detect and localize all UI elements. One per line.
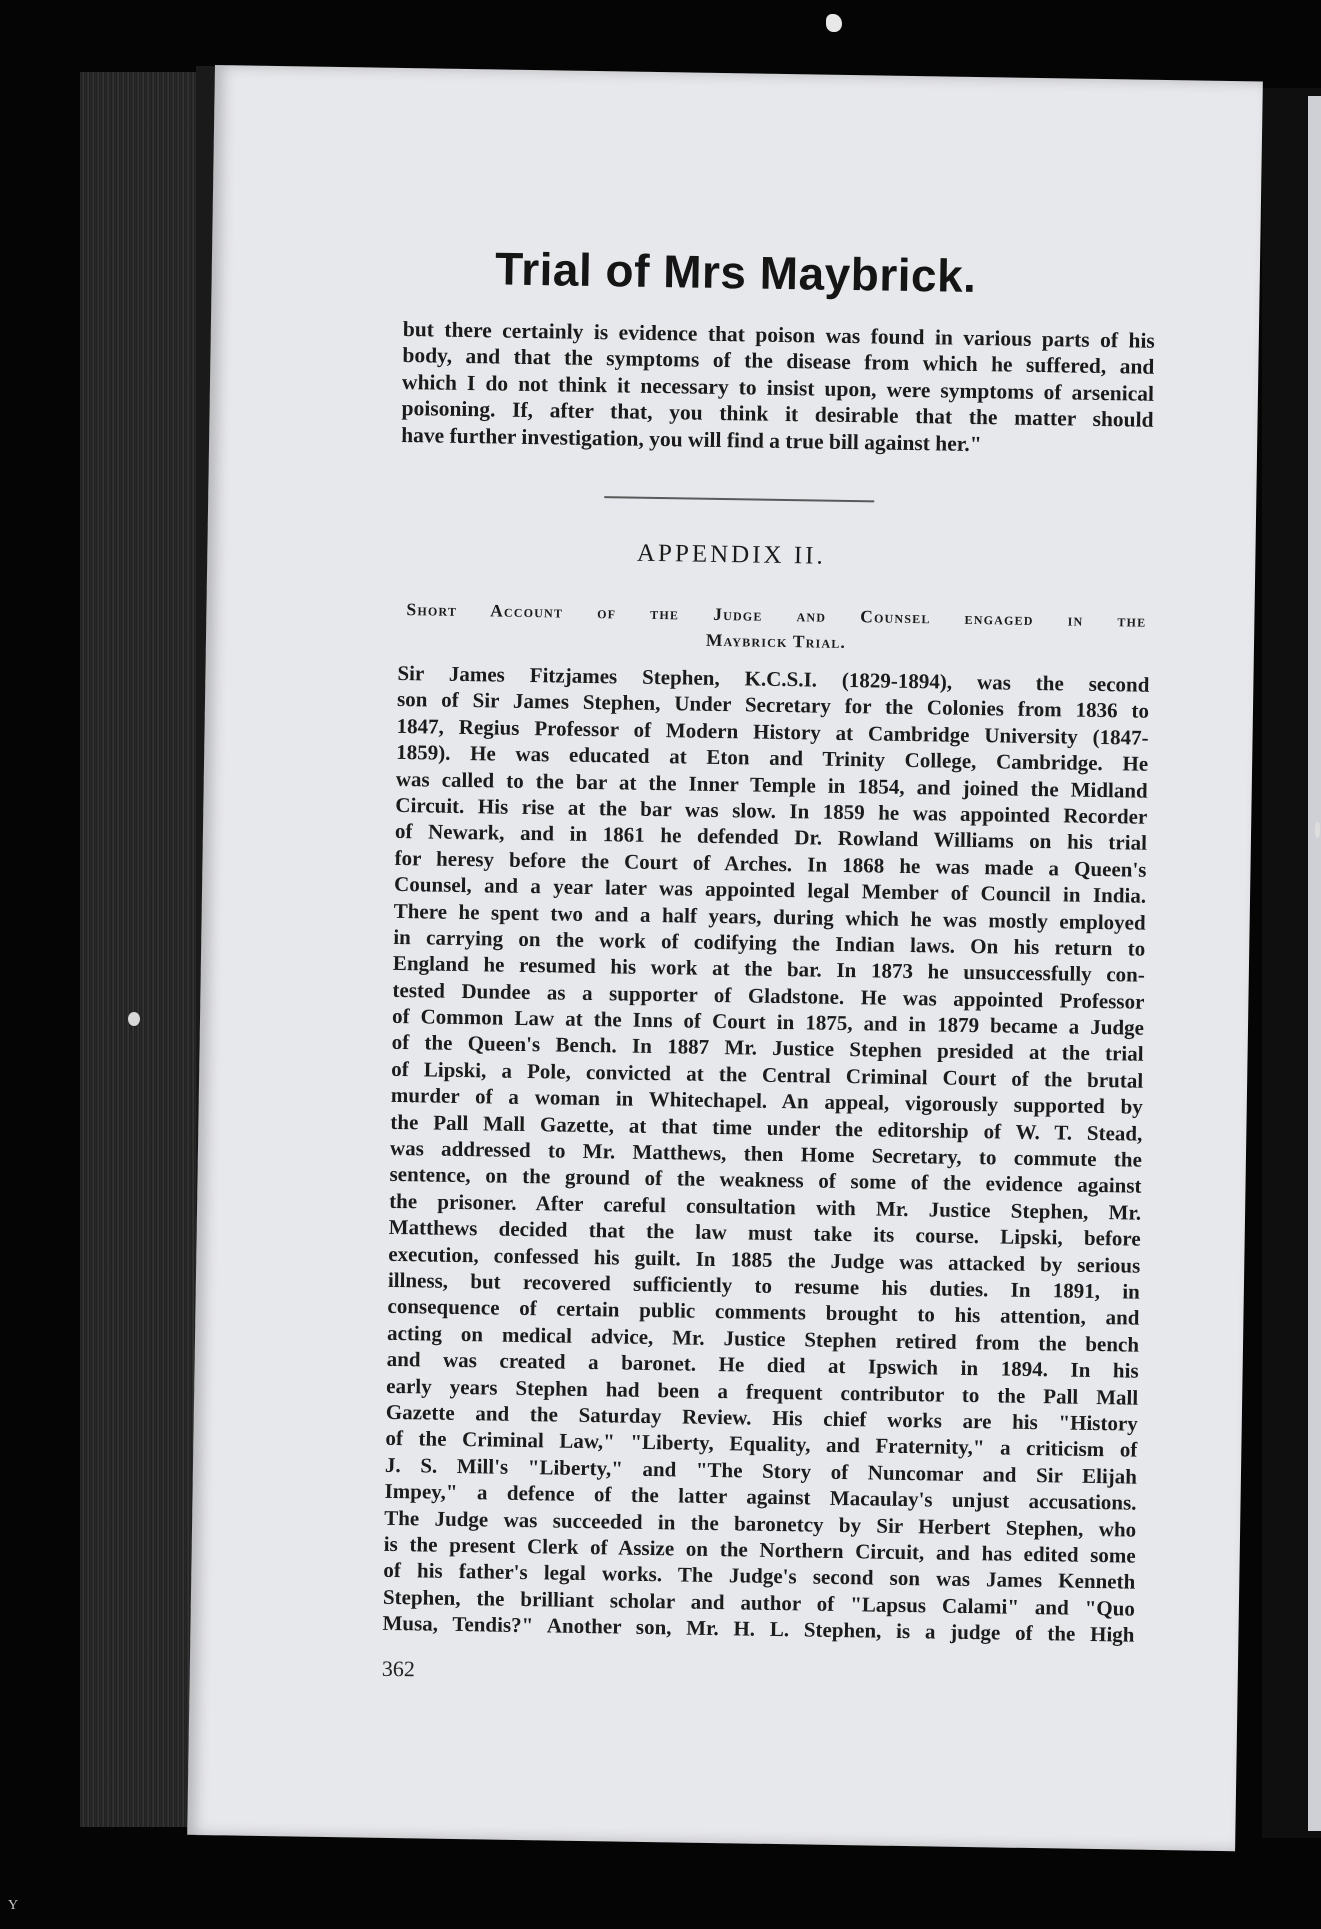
body-line: consequence of certain public comments brought to his attention, and — [387, 1294, 1140, 1331]
lead-line: have further investigation, you will find a true bill against her." — [401, 422, 982, 456]
body-line: tested Dundee as a supporter of Gladstone. He was appointed Professor — [392, 977, 1145, 1014]
page-number: 362 — [381, 1655, 416, 1682]
body-line: Matthews decided that the law must take its course. Lipski, before — [388, 1215, 1141, 1251]
body-line: Stephen, the brilliant scholar and author of "Lapsus Calami" and "Quo — [382, 1584, 1136, 1621]
facing-page-sliver — [1308, 96, 1321, 1831]
body-line: was addressed to Mr. Matthews, then Home Secretary, to commute the — [389, 1135, 1143, 1172]
body-line: England he resumed his work at the bar. In 1873 he unsuccessfully con- — [392, 951, 1146, 988]
body-line: The Judge was succeeded in the baronetcy by Sir Herbert Stephen, who — [384, 1505, 1137, 1542]
body-line: There he spent two and a half years, during which he was mostly employed — [393, 898, 1146, 935]
binding-mark — [128, 1012, 140, 1026]
body-line: murder of a woman in Whitechapel. An appeal, vigorously supported by — [390, 1083, 1143, 1119]
body-line: Sir James Fitzjames Stephen, K.C.S.I. (1829-1894), was the second — [397, 660, 1150, 697]
body-line: of Newark, and in 1861 he defended Dr. Rowland Williams on his trial — [394, 819, 1148, 856]
subheading-line: Maybrick Trial. — [705, 630, 847, 653]
body-line: of the Queen's Bench. In 1887 Mr. Justice Stephen presided at the trial — [391, 1030, 1144, 1067]
book-page — [187, 65, 1263, 1851]
body-line: of the Criminal Law," "Liberty, Equality, and Fraternity," a criticism of — [385, 1426, 1138, 1462]
appendix-subheading — [406, 596, 1147, 660]
body-line: son of Sir James Stephen, Under Secretary for the Colonies from 1836 to — [396, 687, 1150, 724]
body-line: and was created a baronet. He died at Ipswich in 1894. In his — [386, 1347, 1139, 1383]
body-paragraph — [382, 660, 1149, 1648]
body-line: of Lipski, a Pole, convicted at the Central Criminal Court of the brutal — [391, 1056, 1144, 1093]
body-line: Impey," a defence of the latter against Macaulay's unjust accusations. — [384, 1478, 1137, 1515]
edge-mark — [1315, 822, 1320, 838]
lead-paragraph — [401, 316, 1155, 460]
body-line: illness, but recovered sufficiently to resume his duties. In 1891, in — [387, 1267, 1141, 1304]
body-line: the prisoner. After careful consultation with Mr. Justice Stephen, Mr. — [388, 1188, 1142, 1225]
body-line: Gazette and the Saturday Review. His chief works are his "History — [385, 1399, 1138, 1436]
body-line: Counsel, and a year later was appointed legal Member of Council in India. — [393, 872, 1147, 908]
body-line: J. S. Mill's "Liberty," and "The Story of Nuncomar and Sir Elijah — [384, 1452, 1138, 1489]
body-line: 1859). He was educated at Eton and Trinity College, Cambridge. He — [396, 740, 1149, 776]
section-divider — [604, 496, 874, 502]
body-line: execution, confessed his guilt. In 1885 the Judge was attacked by serious — [388, 1241, 1141, 1278]
lead-line: body, and that the symptoms of the disease from which he suffered, and — [402, 343, 1155, 380]
body-line: in carrying on the work of codifying the Indian laws. On his return to — [393, 924, 1146, 961]
body-line: sentence, on the ground of the weakness of some of the evidence against — [389, 1162, 1142, 1199]
body-line: Musa, Tendis?" Another son, Mr. H. L. Stephen, is a judge of the High — [382, 1610, 1135, 1647]
body-line: 1847, Regius Professor of Modern History at Cambridge University (1847- — [396, 713, 1149, 750]
body-line: for heresy before the Court of Arches. In 1868 he was made a Queen's — [394, 845, 1147, 882]
body-line: was called to the bar at the Inner Temple in 1854, and joined the Midland — [395, 766, 1148, 803]
scan-speck — [826, 14, 842, 32]
body-line: of his father's legal works. The Judge's second son was James Kenneth — [383, 1558, 1136, 1594]
body-line: is the present Clerk of Assize on the Northern Circuit, and has edited some — [383, 1531, 1136, 1568]
lead-line: which I do not think it necessary to insist upon, were symptoms of arsenical — [401, 369, 1155, 406]
body-line: acting on medical advice, Mr. Justice Stephen retired from the bench — [386, 1320, 1140, 1357]
body-line: Circuit. His rise at the bar was slow. In 1859 he was appointed Recorder — [395, 792, 1148, 829]
corner-mark: Y — [8, 1898, 19, 1913]
body-line: the Pall Mall Gazette, at that time under the editorship of W. T. Stead, — [390, 1109, 1143, 1146]
lead-line: but there certainly is evidence that poison was found in various parts of his — [402, 316, 1155, 353]
body-line: early years Stephen had been a frequent contributor to the Pall Mall — [386, 1373, 1139, 1410]
lead-line: poisoning. If, after that, you think it desirable that the matter should — [401, 396, 1154, 432]
appendix-heading: APPENDIX II. — [636, 539, 826, 570]
running-title: Trial of Mrs Maybrick. — [494, 242, 977, 302]
body-line: of Common Law at the Inns of Court in 1875, and in 1879 became a Judge — [391, 1003, 1145, 1040]
subheading-line: Short Account of the Judge and Counsel engaged in the — [406, 599, 1147, 631]
